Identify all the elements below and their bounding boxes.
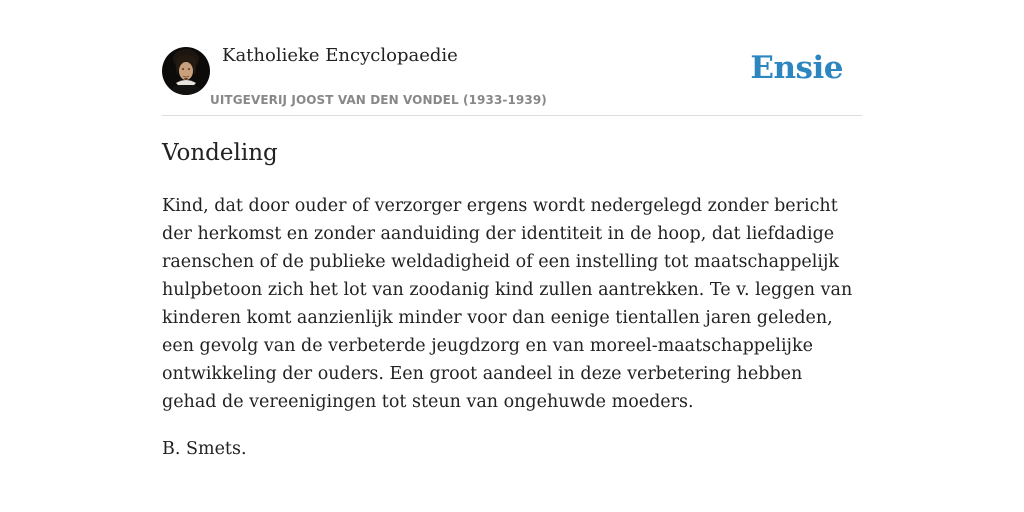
header xyxy=(162,0,862,116)
entry-title: Vondeling xyxy=(162,140,278,166)
publisher-subtitle: UITGEVERIJ JOOST VAN DEN VONDEL (1933-1939) xyxy=(210,93,547,107)
encyclopedia-title[interactable]: Katholieke Encyclopaedie xyxy=(222,45,458,66)
page-container xyxy=(162,0,862,459)
entry-author: B. Smets. xyxy=(162,439,247,459)
entry-body: Kind, dat door ouder of verzorger ergens wordt nedergelegd zonder bericht der herkomst en zonder aanduiding der identiteit in de hoop, dat liefdadige raenschen of de publieke weldadigheid of een instelling tot maatschappelijk hulpbetoon zich het lot van zoodanig kind zullen aantrekken. Te v. leggen van kinderen komt aanzienlijk minder voor dan eenige tientallen jaren geleden, een gevolg van de verbeterde jeugdzorg en van moreel-maatschappelijke ontwikkeling der ouders. Een groot aandeel in deze verbetering hebben gehad de vereenigingen tot steun van ongehuwde moeders. xyxy=(162,196,853,412)
portrait-avatar-icon[interactable] xyxy=(162,47,210,95)
ensie-logo[interactable]: Ensie xyxy=(750,50,843,86)
